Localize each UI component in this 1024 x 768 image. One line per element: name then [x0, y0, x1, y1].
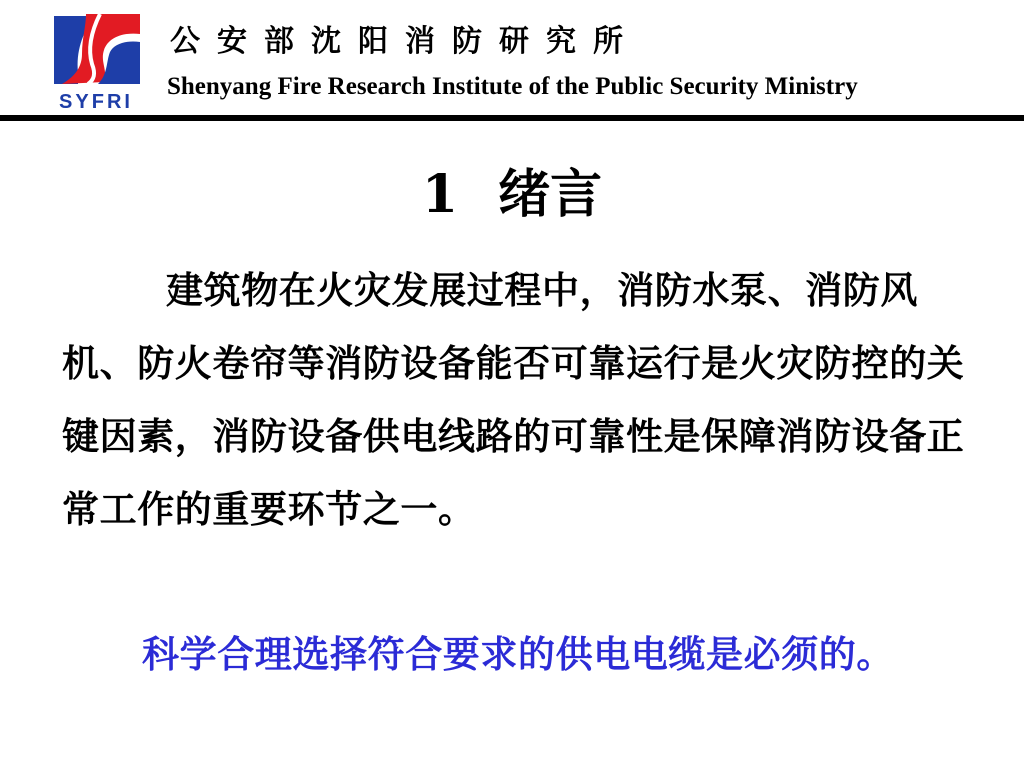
section-title	[0, 160, 1024, 230]
org-name-cn: 公安部沈阳消防研究所	[170, 24, 640, 59]
org-name-en: Shenyang Fire Research Institute of the Public Security Ministry	[167, 73, 858, 100]
body-paragraph: 建筑物在火灾发展过程中，消防水泵、消防风机、防火卷帘等消防设备能否可靠运行是火灾防控的关键因素，消防设备供电线路的可靠性是保障消防设备正常工作的重要环节之一。	[62, 269, 965, 531]
highlight-paragraph: 科学合理选择符合要求的供电电缆是必须的。	[142, 633, 894, 676]
section-number: 1	[421, 164, 459, 225]
logo-text: SYFRI	[59, 91, 133, 112]
header-divider	[0, 115, 1024, 121]
slide-header	[0, 0, 1024, 120]
syfri-logo	[42, 4, 150, 112]
section-title-text: 绪言	[498, 164, 603, 225]
